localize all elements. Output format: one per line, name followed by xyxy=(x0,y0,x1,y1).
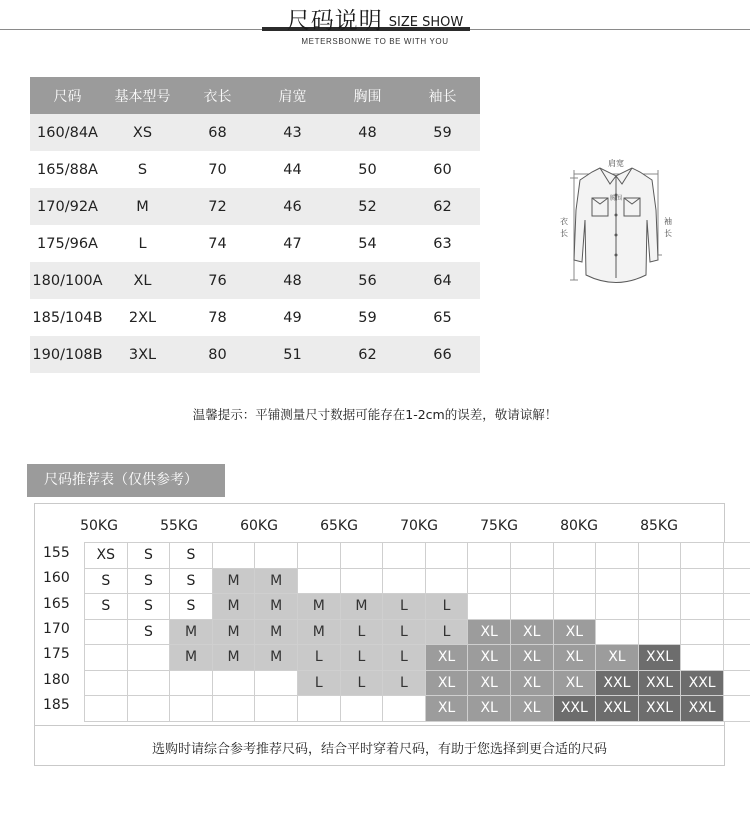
length-label-1: 衣 xyxy=(560,217,568,226)
weight-label: 70KG xyxy=(400,518,438,534)
recommend-cell: XL xyxy=(425,696,468,722)
header-length: 衣长 xyxy=(180,77,255,114)
recommend-cell xyxy=(297,543,340,569)
recommend-row xyxy=(85,594,750,620)
size-table-cell: 62 xyxy=(330,336,405,373)
recommend-cell xyxy=(553,594,596,620)
recommend-cell xyxy=(85,696,128,722)
recommend-cell: XL xyxy=(425,645,468,671)
recommend-cell xyxy=(127,696,170,722)
recommend-cell xyxy=(127,645,170,671)
recommend-cell: XL xyxy=(468,645,511,671)
measurement-tip: 温馨提示：平铺测量尺寸数据可能存在1-2cm的误差，敬请谅解！ xyxy=(192,407,558,422)
recommend-cell: M xyxy=(340,594,383,620)
size-table-cell: 66 xyxy=(405,336,480,373)
recommend-cell xyxy=(553,568,596,594)
recommend-chart xyxy=(34,503,725,766)
recommend-cell xyxy=(723,543,750,569)
chest-label: 胸围 xyxy=(609,195,623,202)
recommend-cell: M xyxy=(255,619,298,645)
recommend-cell xyxy=(425,543,468,569)
height-label: 160 xyxy=(43,570,70,587)
recommend-separator xyxy=(35,725,724,726)
size-table-cell: 52 xyxy=(330,188,405,225)
recommend-row xyxy=(85,645,750,671)
recommend-cell: L xyxy=(425,619,468,645)
recommend-cell xyxy=(510,543,553,569)
weight-label: 50KG xyxy=(80,518,118,534)
size-table-row xyxy=(30,151,480,188)
size-table-cell: 65 xyxy=(405,299,480,336)
sleeve-label-2: 长 xyxy=(664,229,672,238)
recommend-cell: XXL xyxy=(596,696,639,722)
recommend-cell xyxy=(255,670,298,696)
weight-label: 75KG xyxy=(480,518,518,534)
recommend-cell xyxy=(596,568,639,594)
recommend-cell xyxy=(170,670,213,696)
recommend-cell: XL xyxy=(510,645,553,671)
size-table-cell: 175/96A xyxy=(30,225,105,262)
recommend-cell xyxy=(85,619,128,645)
recommend-cell: S xyxy=(85,568,128,594)
recommend-cell: M xyxy=(212,594,255,620)
size-table xyxy=(30,77,480,373)
recommend-cell xyxy=(681,645,724,671)
title-en: SIZE SHOW xyxy=(388,15,464,30)
recommend-cell xyxy=(212,670,255,696)
size-table-cell: 54 xyxy=(330,225,405,262)
recommend-cell: L xyxy=(340,619,383,645)
size-table-row xyxy=(30,225,480,262)
recommend-cell: L xyxy=(297,670,340,696)
recommend-cell xyxy=(510,568,553,594)
recommend-cell xyxy=(468,594,511,620)
size-table-cell: 64 xyxy=(405,262,480,299)
recommend-cell xyxy=(510,594,553,620)
recommend-cell xyxy=(723,670,750,696)
height-label: 185 xyxy=(43,696,70,713)
recommend-cell xyxy=(425,568,468,594)
size-table-cell: 60 xyxy=(405,151,480,188)
size-table-cell: 63 xyxy=(405,225,480,262)
recommend-cell: XXL xyxy=(553,696,596,722)
recommend-cell xyxy=(638,568,681,594)
recommend-row xyxy=(85,543,750,569)
recommend-cell xyxy=(596,594,639,620)
weight-label: 80KG xyxy=(560,518,598,534)
shoulder-label: 肩宽 xyxy=(608,159,624,168)
size-table-cell: 46 xyxy=(255,188,330,225)
recommend-cell xyxy=(255,696,298,722)
recommend-row xyxy=(85,696,750,722)
recommend-cell: L xyxy=(425,594,468,620)
title-cn: 尺码说明 xyxy=(286,8,383,34)
weight-label: 60KG xyxy=(240,518,278,534)
header-shoulder: 肩宽 xyxy=(255,77,330,114)
recommend-row xyxy=(85,670,750,696)
recommend-cell: S xyxy=(127,543,170,569)
recommend-cell: XL xyxy=(596,645,639,671)
page-title xyxy=(0,2,750,35)
recommend-cell xyxy=(553,543,596,569)
size-table-cell: 68 xyxy=(180,114,255,151)
recommend-cell: XXL xyxy=(638,645,681,671)
recommend-cell: XL xyxy=(510,670,553,696)
recommend-cell: XXL xyxy=(638,696,681,722)
size-table-cell: 48 xyxy=(255,262,330,299)
recommend-cell: S xyxy=(85,594,128,620)
recommend-cell: S xyxy=(127,594,170,620)
size-table-cell: 78 xyxy=(180,299,255,336)
recommend-cell: XL xyxy=(425,670,468,696)
recommend-cell: L xyxy=(383,594,426,620)
recommend-cell: S xyxy=(127,568,170,594)
recommend-cell xyxy=(723,619,750,645)
size-table-cell: 165/88A xyxy=(30,151,105,188)
size-table-cell: 48 xyxy=(330,114,405,151)
shirt-measure-diagram xyxy=(552,150,680,295)
recommend-cell: M xyxy=(212,568,255,594)
recommend-cell: XXL xyxy=(596,670,639,696)
size-table-row xyxy=(30,262,480,299)
header-sleeve: 袖长 xyxy=(405,77,480,114)
recommend-cell: M xyxy=(170,619,213,645)
recommend-cell: XL xyxy=(468,696,511,722)
recommend-cell xyxy=(723,645,750,671)
recommend-note: 选购时请综合参考推荐尺码，结合平时穿着尺码，有助于您选择到更合适的尺码 xyxy=(151,742,607,757)
recommend-cell xyxy=(297,696,340,722)
size-table-cell: 56 xyxy=(330,262,405,299)
recommend-row xyxy=(85,568,750,594)
size-table-cell: 2XL xyxy=(105,299,180,336)
size-table-cell: 3XL xyxy=(105,336,180,373)
size-table-row xyxy=(30,299,480,336)
recommend-cell xyxy=(170,696,213,722)
size-table-cell: M xyxy=(105,188,180,225)
recommend-cell xyxy=(255,543,298,569)
recommend-row xyxy=(85,619,750,645)
size-table-cell: 50 xyxy=(330,151,405,188)
size-table-cell: 80 xyxy=(180,336,255,373)
recommend-cell xyxy=(596,619,639,645)
recommend-cell: L xyxy=(340,670,383,696)
recommend-cell xyxy=(681,619,724,645)
recommend-cell: XL xyxy=(553,645,596,671)
sleeve-label-1: 袖 xyxy=(664,217,672,226)
size-table-cell: XS xyxy=(105,114,180,151)
size-table-cell: L xyxy=(105,225,180,262)
recommend-cell: XXL xyxy=(638,670,681,696)
size-table-cell: 185/104B xyxy=(30,299,105,336)
recommend-cell xyxy=(383,696,426,722)
recommend-cell: XS xyxy=(85,543,128,569)
size-table-cell: 170/92A xyxy=(30,188,105,225)
size-table-cell: 70 xyxy=(180,151,255,188)
weight-label: 65KG xyxy=(320,518,358,534)
recommend-cell: L xyxy=(340,645,383,671)
size-table-row xyxy=(30,336,480,373)
recommend-cell xyxy=(468,568,511,594)
height-label: 175 xyxy=(43,646,70,663)
recommend-cell xyxy=(638,543,681,569)
recommend-cell xyxy=(85,670,128,696)
size-table-cell: 47 xyxy=(255,225,330,262)
recommend-cell: S xyxy=(170,568,213,594)
size-table-cell: 51 xyxy=(255,336,330,373)
recommend-cell: XL xyxy=(553,670,596,696)
header-model: 基本型号 xyxy=(105,77,180,114)
size-table-cell: 43 xyxy=(255,114,330,151)
recommend-cell xyxy=(681,543,724,569)
size-table-cell: 59 xyxy=(330,299,405,336)
recommend-cell xyxy=(383,543,426,569)
height-label: 170 xyxy=(43,620,70,637)
recommend-cell xyxy=(340,568,383,594)
recommend-cell xyxy=(596,543,639,569)
recommend-cell xyxy=(212,696,255,722)
size-table-cell: 44 xyxy=(255,151,330,188)
recommend-cell: M xyxy=(212,619,255,645)
recommend-cell: M xyxy=(255,568,298,594)
size-table-cell: 72 xyxy=(180,188,255,225)
recommend-cell xyxy=(638,594,681,620)
length-label-2: 长 xyxy=(560,229,568,238)
recommend-cell xyxy=(468,543,511,569)
recommend-cell: S xyxy=(170,594,213,620)
recommend-cell: S xyxy=(170,543,213,569)
recommend-cell: XL xyxy=(553,619,596,645)
size-table-cell: 59 xyxy=(405,114,480,151)
recommend-cell: M xyxy=(297,594,340,620)
size-table-cell: S xyxy=(105,151,180,188)
recommend-cell: XL xyxy=(468,670,511,696)
recommend-cell xyxy=(723,568,750,594)
recommend-cell: XL xyxy=(510,696,553,722)
recommend-cell: L xyxy=(383,619,426,645)
weight-label: 85KG xyxy=(640,518,678,534)
size-table-row xyxy=(30,114,480,151)
recommend-cell: L xyxy=(383,670,426,696)
recommend-cell xyxy=(723,696,750,722)
recommend-cell: M xyxy=(255,594,298,620)
recommend-cell: M xyxy=(297,619,340,645)
recommend-cell xyxy=(297,568,340,594)
recommend-cell xyxy=(340,696,383,722)
recommend-grid xyxy=(84,542,750,722)
size-table-cell: 160/84A xyxy=(30,114,105,151)
height-label: 155 xyxy=(43,545,70,561)
page-subtitle: METERSBONWE TO BE WITH YOU xyxy=(301,37,449,46)
recommend-cell: M xyxy=(255,645,298,671)
recommend-cell xyxy=(340,543,383,569)
size-table-cell: 49 xyxy=(255,299,330,336)
recommend-cell: L xyxy=(383,645,426,671)
recommend-cell: XXL xyxy=(681,670,724,696)
height-label: 165 xyxy=(43,595,70,612)
size-table-cell: XL xyxy=(105,262,180,299)
size-table-cell: 180/100A xyxy=(30,262,105,299)
header-chest: 胸围 xyxy=(330,77,405,114)
recommend-cell: XL xyxy=(468,619,511,645)
recommend-cell: L xyxy=(297,645,340,671)
size-table-header xyxy=(30,77,480,114)
recommend-cell xyxy=(127,670,170,696)
recommend-cell xyxy=(212,543,255,569)
recommend-cell: XL xyxy=(510,619,553,645)
recommend-cell xyxy=(383,568,426,594)
recommend-cell: M xyxy=(170,645,213,671)
size-table-cell: 62 xyxy=(405,188,480,225)
recommend-cell xyxy=(85,645,128,671)
weight-label: 55KG xyxy=(160,518,198,534)
recommend-cell xyxy=(681,594,724,620)
recommend-banner: 尺码推荐表（仅供参考） xyxy=(27,464,225,497)
recommend-cell: XXL xyxy=(681,696,724,722)
recommend-cell xyxy=(723,594,750,620)
recommend-cell: M xyxy=(212,645,255,671)
size-table-row xyxy=(30,188,480,225)
size-table-cell: 74 xyxy=(180,225,255,262)
recommend-cell xyxy=(681,568,724,594)
height-label: 180 xyxy=(43,671,70,688)
recommend-cell xyxy=(638,619,681,645)
size-table-cell: 190/108B xyxy=(30,336,105,373)
recommend-cell: S xyxy=(127,619,170,645)
header-size: 尺码 xyxy=(30,77,105,114)
size-table-cell: 76 xyxy=(180,262,255,299)
